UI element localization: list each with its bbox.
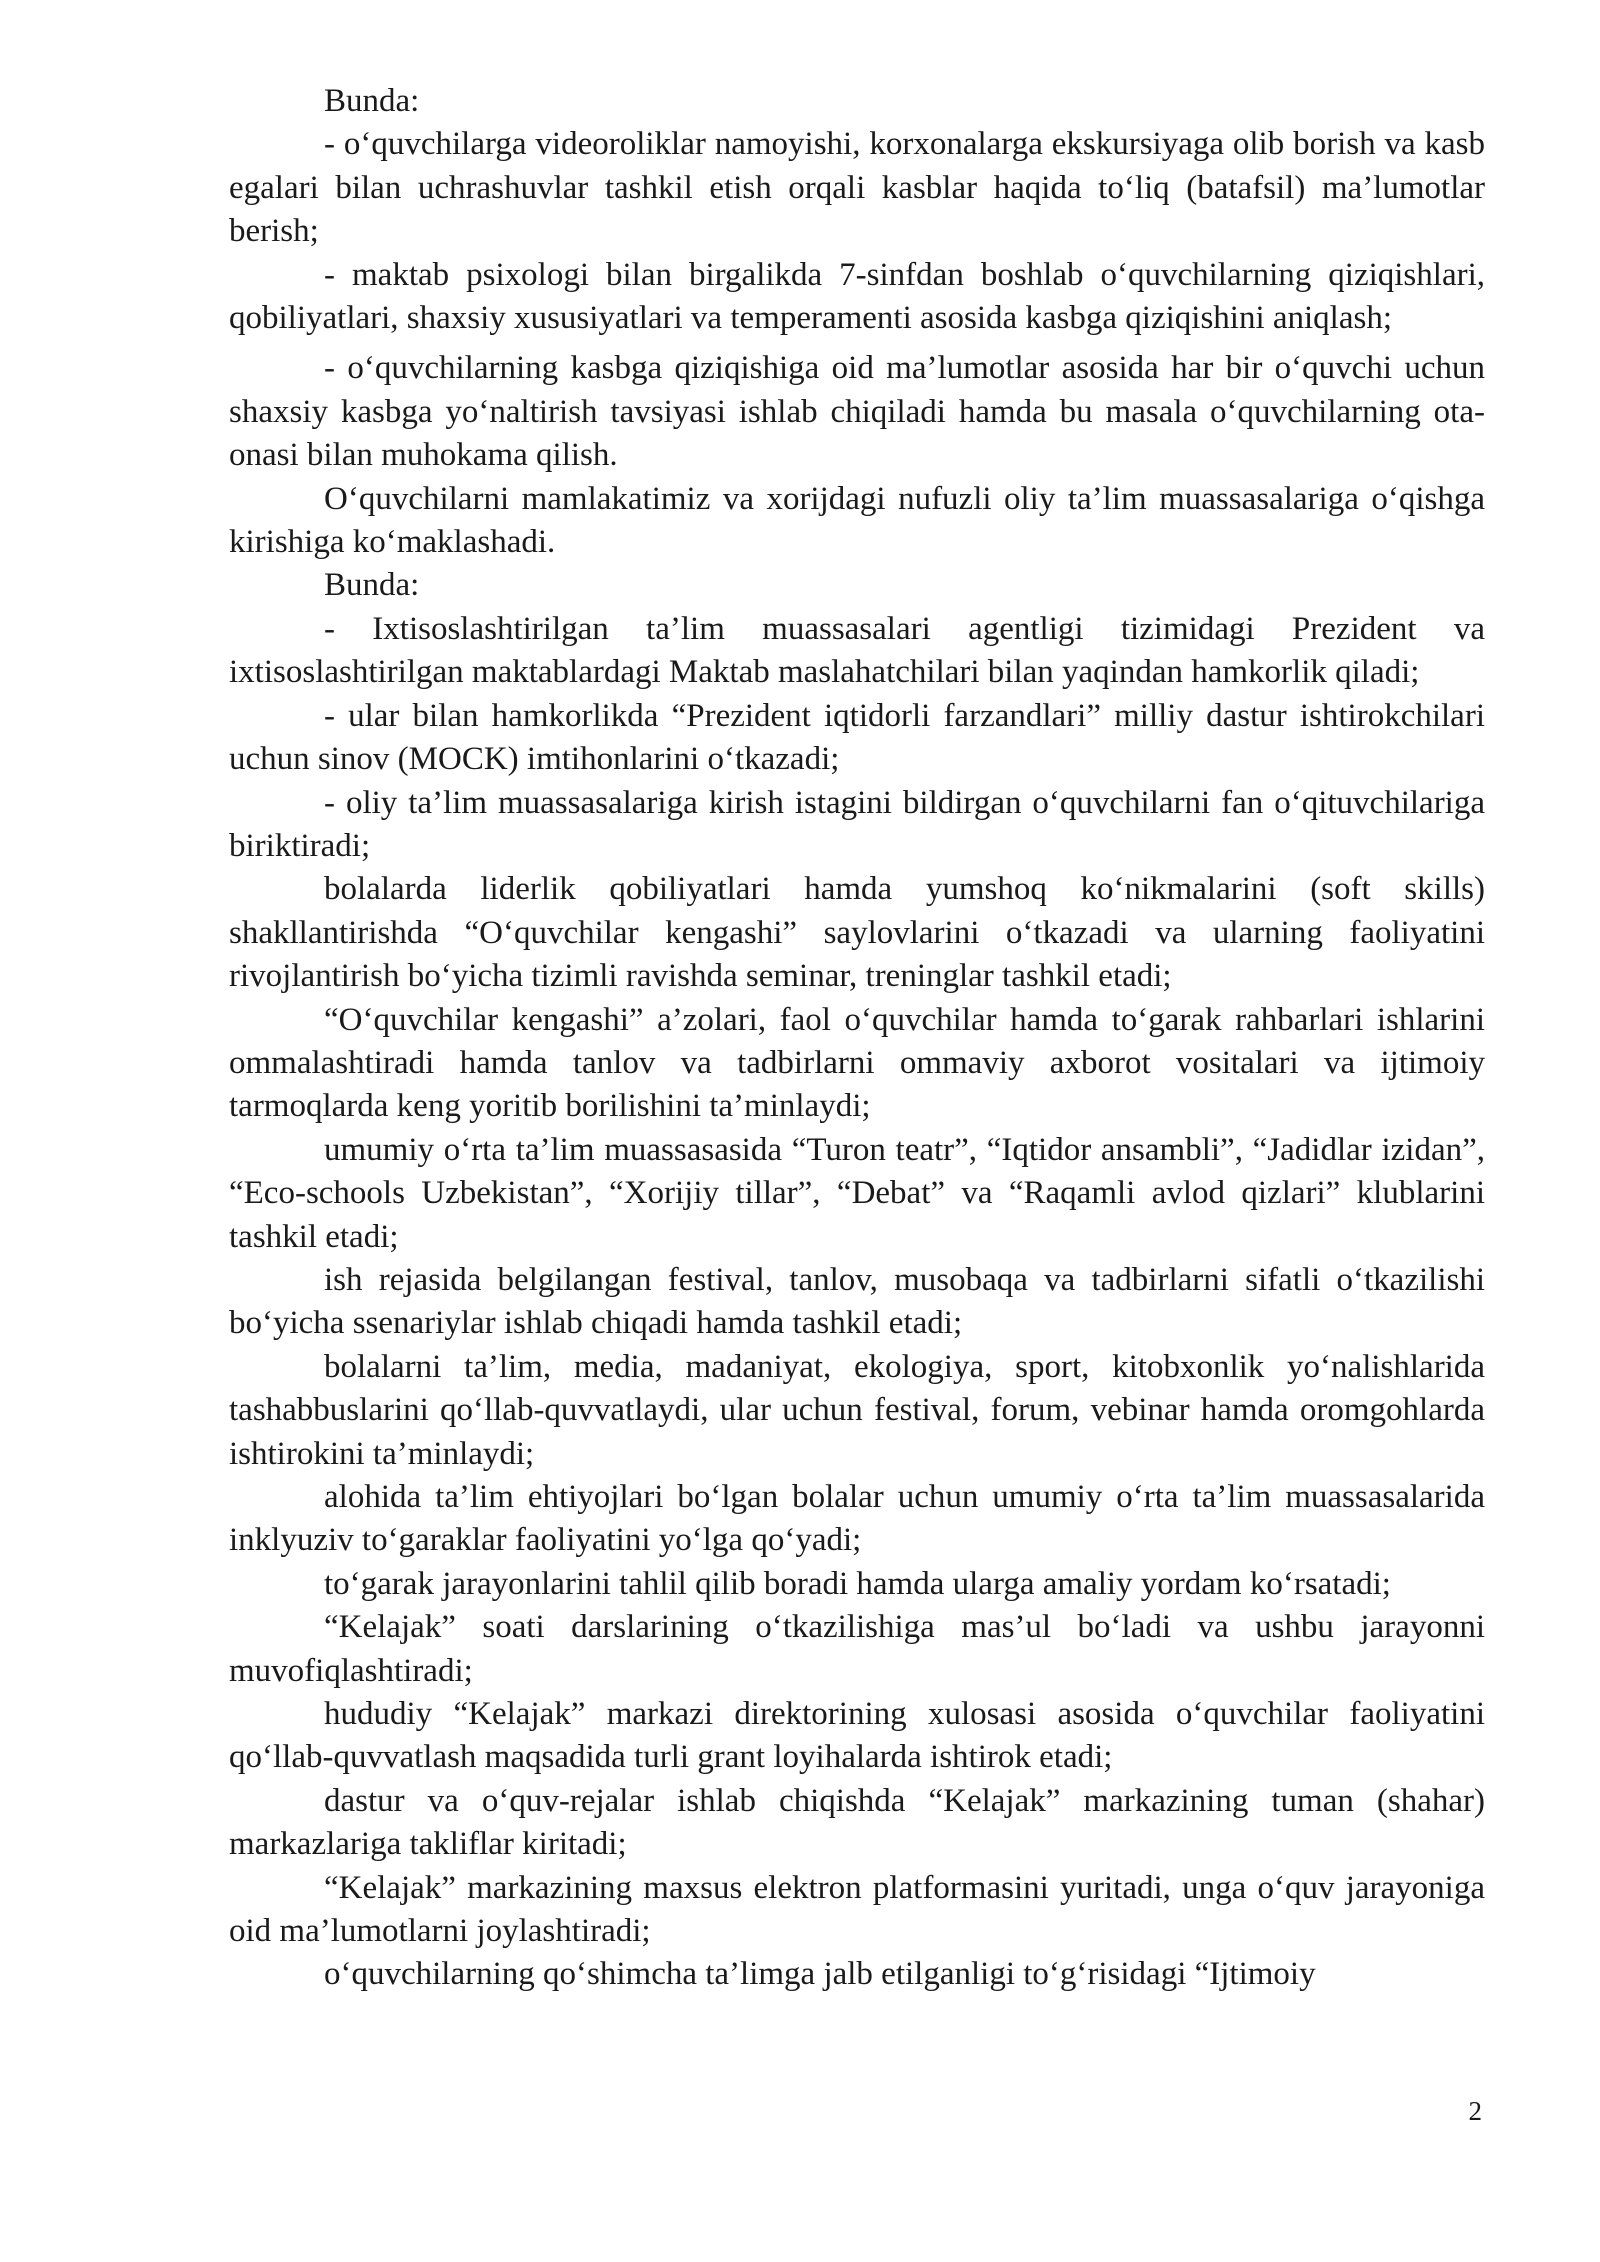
paragraph-bunda-2: Bunda:: [324, 567, 420, 604]
paragraph-item: bolalarni ta’lim, media, madaniyat, ekologiya, sport, kitobxonlik yo‘nalishlarida tashabbuslarini qo‘llab-quvvatlaydi, ular uchun festival, forum, vebinar hamda oromgohlarda ishtirokini ta’minlaydi;: [229, 1348, 1485, 1472]
paragraph-item: - ular bilan hamkorlikda “Prezident iqtidorli farzandlari” milliy dastur ishtirokchilari uchun sinov (MOCK) imtihonlarini o‘tkazadi;: [229, 697, 1485, 778]
paragraph-item: “Kelajak” soati darslarining o‘tkazilishiga mas’ul bo‘ladi va ushbu jarayonni muvofiqlashtiradi;: [229, 1609, 1485, 1689]
paragraph-item: - o‘quvchilarga videoroliklar namoyishi, korxonalarga ekskursiyaga olib borish va kasb egalari bilan uchrashuvlar tashkil etish orqali kasblar haqida to‘liq (batafsil) ma’lumotlar berish;: [229, 126, 1485, 250]
paragraph-item: to‘garak jarayonlarini tahlil qilib boradi hamda ularga amaliy yordam ko‘rsatadi;: [324, 1565, 1391, 1602]
paragraph-item: hududiy “Kelajak” markazi direktorining xulosasi asosida o‘quvchilar faoliyatini qo‘llab-quvvatlash maqsadida turli grant loyihalarda ishtirok etadi;: [229, 1696, 1485, 1776]
paragraph-item: “Kelajak” markazining maxsus elektron platformasini yuritadi, unga o‘quv jarayoniga oid ma’lumotlarni joylashtiradi;: [229, 1869, 1485, 1950]
paragraph-item: - oliy ta’lim muassasalariga kirish istagini bildirgan o‘quvchilarni fan o‘qituvchilariga biriktiradi;: [229, 784, 1485, 864]
page-number: 2: [1468, 2096, 1482, 2126]
paragraph-item: alohida ta’lim ehtiyojlari bo‘lgan bolalar uchun umumiy o‘rta ta’lim muassasalarida inklyuziv to‘garaklar faoliyatini yo‘lga qo‘yadi;: [229, 1479, 1485, 1559]
paragraph-item: bolalarda liderlik qobiliyatlari hamda yumshoq ko‘nikmalarini (soft skills) shakllantirishda “O‘quvchilar kengashi” saylovlarini o‘tkazadi va ularning faoliyatini rivojlantirish bo‘yicha tizimli ravishda seminar, treninglar tashkil etadi;: [229, 871, 1485, 995]
paragraph-item: “O‘quvchilar kengashi” a’zolari, faol o‘quvchilar hamda to‘garak rahbarlari ishlarini ommalashtiradi hamda tanlov va tadbirlarni ommaviy axborot vositalari va ijtimoiy tarmoqlarda keng yoritib borilishini ta’minlaydi;: [229, 1001, 1485, 1125]
paragraph-item: ish rejasida belgilangan festival, tanlov, musobaqa va tadbirlarni sifatli o‘tkazilishi bo‘yicha ssenariylar ishlab chiqadi hamda tashkil etadi;: [229, 1261, 1485, 1342]
paragraph-item: dastur va o‘quv-rejalar ishlab chiqishda “Kelajak” markazining tuman (shahar) markazlariga takliflar kiritadi;: [229, 1782, 1485, 1863]
document-body: [229, 80, 1485, 1997]
paragraph-item: O‘quvchilarni mamlakatimiz va xorijdagi nufuzli oliy ta’lim muassasalariga o‘qishga kirishiga ko‘maklashadi.: [229, 480, 1485, 561]
paragraph-bunda-1: Bunda:: [324, 83, 420, 119]
paragraph-item: - Ixtisoslashtirilgan ta’lim muassasalari agentligi tizimidagi Prezident va ixtisoslashtirilgan maktablardagi Maktab maslahatchilari bilan yaqindan hamkorlik qiladi;: [229, 610, 1485, 691]
paragraph-item-last: o‘quvchilarning qo‘shimcha ta’limga jalb etilganligi to‘g‘risidagi “Ijtimoiy: [324, 1956, 1316, 1993]
paragraph-item: - o‘quvchilarning kasbga qiziqishiga oid ma’lumotlar asosida har bir o‘quvchi uchun shaxsiy kasbga yo‘naltirish tavsiyasi ishlab chiqiladi hamda bu masala o‘quvchilarning ota-onasi bilan muhokama qilish.: [229, 350, 1485, 474]
paragraph-item: - maktab psixologi bilan birgalikda 7-sinfdan boshlab o‘quvchilarning qiziqishlari, qobiliyatlari, shaxsiy xususiyatlari va temperamenti asosida kasbga qiziqishini aniqlash;: [229, 256, 1485, 337]
paragraph-item: umumiy o‘rta ta’lim muassasasida “Turon teatr”, “Iqtidor ansambli”, “Jadidlar izidan”, “Eco-schools Uzbekistan”, “Xorijiy tillar”, “Debat” va “Raqamli avlod qizlari” klublarini tashkil etadi;: [229, 1131, 1485, 1255]
